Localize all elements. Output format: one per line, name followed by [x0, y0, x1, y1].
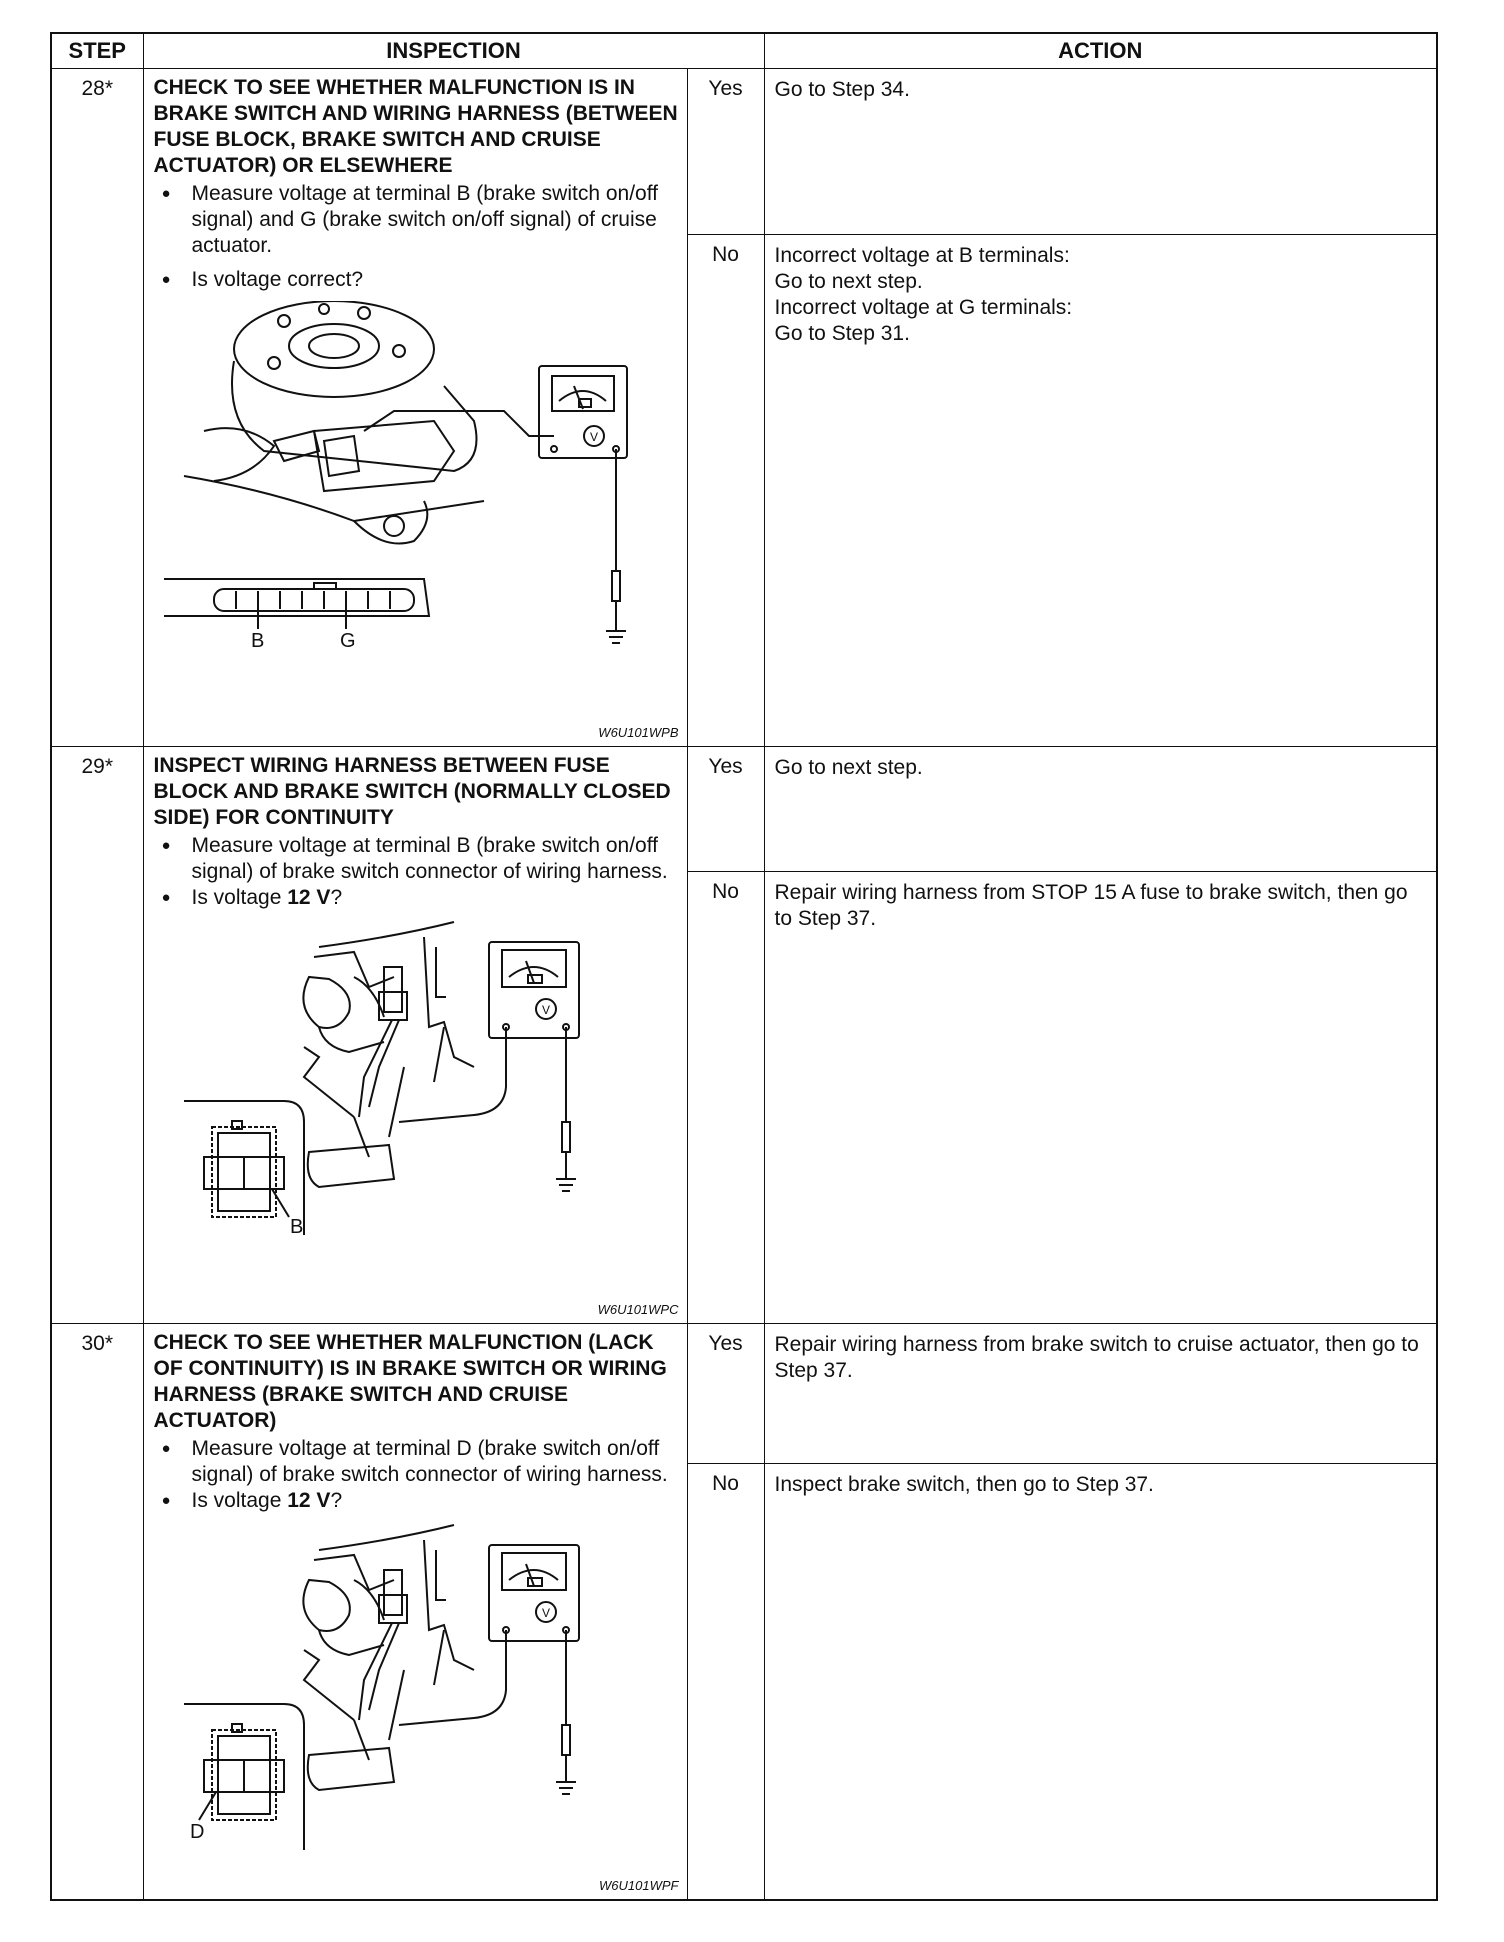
inspection-cell — [143, 69, 687, 747]
inspection-title: CHECK TO SEE WHETHER MALFUNCTION IS IN BRAKE SWITCH AND WIRING HARNESS (BETWEEN FUSE BLOCK, BRAKE SWITCH AND CRUISE ACTUATOR) OR ELSEWHERE — [153, 76, 678, 177]
inspection-cell — [143, 1324, 687, 1900]
bullet-item — [192, 885, 679, 911]
inspection-title: CHECK TO SEE WHETHER MALFUNCTION (LACK OF CONTINUITY) IS IN BRAKE SWITCH OR WIRING HARNESS (BRAKE SWITCH AND CRUISE ACTUATOR) — [153, 1331, 667, 1432]
bullet-text: Is voltage — [191, 886, 288, 909]
action-line: Incorrect voltage at B terminals: — [774, 244, 1070, 267]
action-line: Go to Step 31. — [774, 322, 910, 345]
action-line: Inspect brake switch, then go to Step 37. — [774, 1473, 1154, 1496]
header-inspection: INSPECTION — [143, 33, 764, 69]
action-line: Repair wiring harness from STOP 15 A fuse to brake switch, then go to Step 37. — [774, 881, 1408, 930]
yes-label: Yes — [687, 747, 764, 872]
step-number: 30* — [51, 1324, 143, 1900]
bullet-item — [192, 1488, 679, 1514]
step-number: 29* — [51, 747, 143, 1324]
voltage-value: 12 V — [287, 886, 331, 909]
inspection-title: INSPECT WIRING HARNESS BETWEEN FUSE BLOCK AND BRAKE SWITCH (NORMALLY CLOSED SIDE) FOR CONTINUITY — [153, 754, 671, 829]
bullet-item: ● Is voltage correct? — [192, 267, 679, 293]
table-row — [51, 747, 1437, 872]
header-row — [51, 33, 1437, 69]
bullet-text: Is voltage — [191, 1489, 288, 1512]
no-label: No — [687, 872, 764, 1324]
action-line: Incorrect voltage at G terminals: — [774, 296, 1073, 319]
voltage-value: 12 V — [287, 1489, 331, 1512]
svg-text:V: V — [541, 1003, 550, 1017]
terminal-b-label: B — [289, 1216, 303, 1235]
bullet-item: ● Measure voltage at terminal B (brake switch on/off signal) of brake switch connector of wiring harness. — [192, 833, 679, 885]
action-line: Go to next step. — [774, 756, 923, 779]
terminal-d-label: D — [189, 1821, 204, 1843]
terminal-g-label: G — [339, 630, 356, 652]
no-action — [764, 235, 1437, 747]
cruise-actuator-voltage-figure — [154, 301, 674, 681]
table-row — [51, 1324, 1437, 1464]
terminal-b-label: B — [250, 630, 264, 652]
yes-action — [764, 69, 1437, 235]
yes-action — [764, 1324, 1437, 1464]
step-number: 28* — [51, 69, 143, 747]
action-line: Repair wiring harness from brake switch to cruise actuator, then go to Step 37. — [774, 1333, 1419, 1382]
action-line: Go to Step 34. — [774, 78, 910, 101]
inspection-cell — [143, 747, 687, 1324]
yes-label: Yes — [687, 69, 764, 235]
svg-text:V: V — [541, 1606, 550, 1620]
brake-switch-voltage-figure — [154, 917, 674, 1235]
svg-text:V: V — [589, 430, 598, 444]
figure-code: W6U101WPB — [598, 725, 679, 740]
action-line: Go to next step. — [774, 270, 923, 293]
bullet-text: ? — [330, 1489, 343, 1512]
yes-label: Yes — [687, 1324, 764, 1464]
yes-action — [764, 747, 1437, 872]
no-action — [764, 872, 1437, 1324]
bullet-item: ● Measure voltage at terminal D (brake switch on/off signal) of brake switch connector of wiring harness. — [192, 1436, 679, 1488]
no-label: No — [687, 1464, 764, 1900]
header-action: ACTION — [764, 33, 1437, 69]
diagnosis-table — [50, 32, 1438, 1901]
no-label: No — [687, 235, 764, 747]
header-step: STEP — [51, 33, 143, 69]
bullet-item: ● Measure voltage at terminal B (brake switch on/off signal) and G (brake switch on/off signal) of cruise actuator. — [192, 181, 679, 259]
figure-code: W6U101WPC — [597, 1302, 679, 1317]
brake-switch-terminal-d-figure — [154, 1520, 674, 1850]
inspection-bullets — [154, 1436, 679, 1514]
inspection-bullets — [154, 833, 679, 911]
inspection-bullets — [154, 181, 679, 293]
table-row — [51, 69, 1437, 235]
no-action — [764, 1464, 1437, 1900]
bullet-text: ? — [330, 886, 343, 909]
figure-code: W6U101WPF — [599, 1877, 679, 1893]
